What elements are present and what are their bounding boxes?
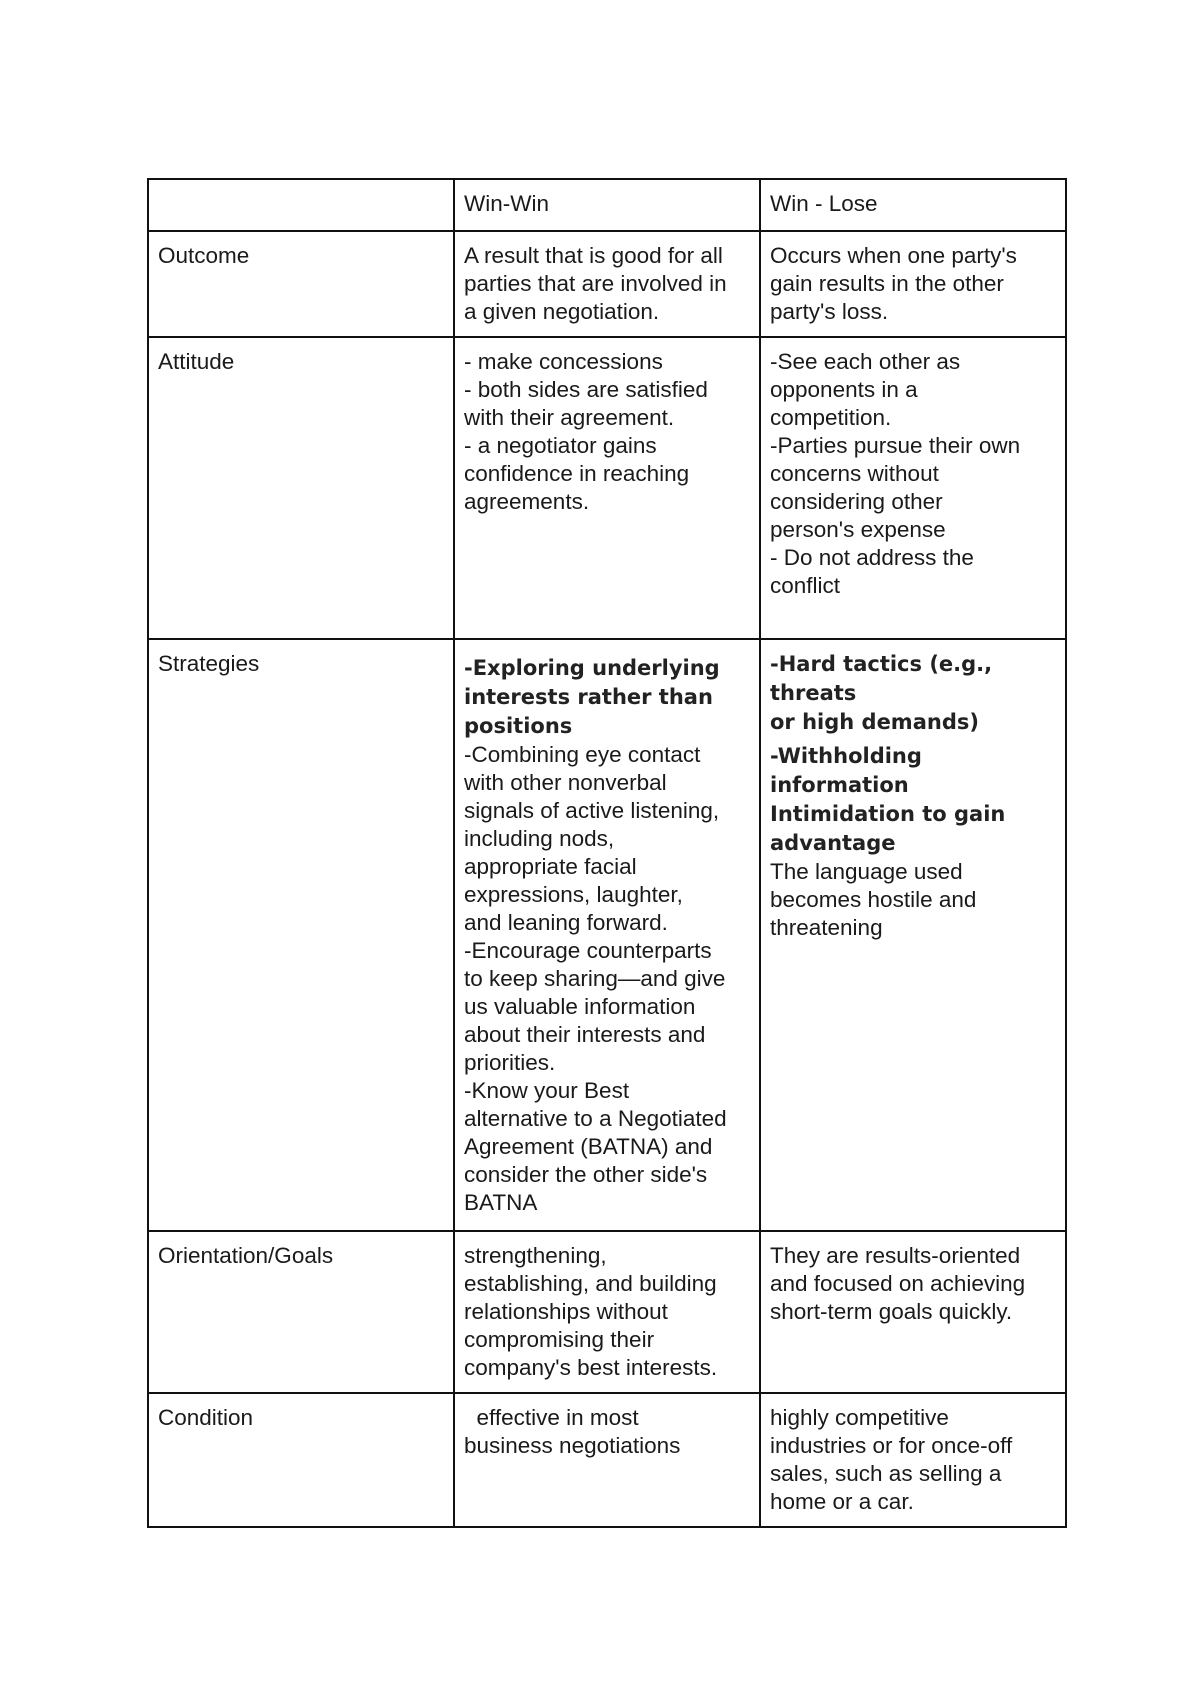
header-winlose: Win - Lose (760, 179, 1066, 231)
text-line: The language used (770, 859, 963, 884)
orientation-label: Orientation/Goals (148, 1231, 454, 1393)
text-line: Agreement (BATNA) and (464, 1134, 713, 1159)
text-line: - Do not address the (770, 545, 974, 570)
text-line: highly competitive (770, 1405, 949, 1430)
text-line: company's best interests. (464, 1355, 718, 1380)
text-line: agreements. (464, 489, 590, 514)
text-line: considering other (770, 489, 943, 514)
outcome-row (148, 231, 1066, 337)
condition-winwin-cell (454, 1393, 760, 1527)
text-line: relationships without (464, 1299, 668, 1324)
text-line: home or a car. (770, 1489, 914, 1514)
text-line: including nods, (464, 826, 615, 851)
header-winwin: Win-Win (454, 179, 760, 231)
text-line: to keep sharing—and give (464, 966, 726, 991)
condition-row (148, 1393, 1066, 1527)
text-line: confidence in reaching (464, 461, 690, 486)
text-line: They are results-oriented (770, 1243, 1021, 1268)
text-line: consider the other side's (464, 1162, 708, 1187)
text-line: with other nonverbal (464, 770, 667, 795)
text-line: strengthening, (464, 1243, 607, 1268)
attitude-winlose-cell (760, 337, 1066, 639)
text-line: alternative to a Negotiated (464, 1106, 727, 1131)
text-line: parties that are involved in (464, 271, 727, 296)
text-line: industries or for once-off (770, 1433, 1013, 1458)
text-line: priorities. (464, 1050, 556, 1075)
text-line: establishing, and building (464, 1271, 717, 1296)
text-line: gain results in the other (770, 271, 1004, 296)
text-line: appropriate facial (464, 854, 637, 879)
bold-text-line: -Hard tactics (e.g., threats (770, 652, 993, 705)
strategies-row (148, 639, 1066, 1231)
text-line: short-term goals quickly. (770, 1299, 1013, 1324)
text-line: and focused on achieving (770, 1271, 1026, 1296)
bold-text-line: -Exploring underlying (464, 656, 720, 680)
condition-winlose-cell (760, 1393, 1066, 1527)
strategies-winlose-cell (760, 639, 1066, 1231)
text-line: sales, such as selling a (770, 1461, 1002, 1486)
text-line: -Encourage counterparts (464, 938, 712, 963)
text-line: person's expense (770, 517, 946, 542)
condition-label: Condition (148, 1393, 454, 1527)
comparison-table (147, 178, 1067, 1528)
attitude-row (148, 337, 1066, 639)
bold-text-line: interests rather than (464, 685, 713, 709)
text-line: -Combining eye contact (464, 742, 701, 767)
header-empty-cell (148, 179, 454, 231)
text-line: -Know your Best (464, 1078, 630, 1103)
text-line: BATNA (464, 1190, 538, 1215)
outcome-label: Outcome (148, 231, 454, 337)
text-line: opponents in a (770, 377, 918, 402)
text-line: - make concessions (464, 349, 663, 374)
text-line: -See each other as (770, 349, 961, 374)
orientation-row (148, 1231, 1066, 1393)
text-line: competition. (770, 405, 892, 430)
bold-text-line: Intimidation to gain (770, 802, 1006, 826)
text-line: conflict (770, 573, 841, 598)
text-line: Occurs when one party's (770, 243, 1017, 268)
text-line: party's loss. (770, 299, 889, 324)
text-line: effective in most (464, 1405, 639, 1430)
text-line: signals of active listening, (464, 798, 720, 823)
text-line: becomes hostile and (770, 887, 977, 912)
text-line: - both sides are satisfied (464, 377, 708, 402)
bold-text-line: or high demands) (770, 710, 979, 734)
text-line: a given negotiation. (464, 299, 660, 324)
text-line: A result that is good for all (464, 243, 723, 268)
strategies-winwin-cell (454, 639, 760, 1231)
bold-text-line: positions (464, 714, 573, 738)
orientation-winwin-cell (454, 1231, 760, 1393)
orientation-winlose-cell (760, 1231, 1066, 1393)
attitude-winwin-cell (454, 337, 760, 639)
bold-text-line: -Withholding information (770, 744, 922, 797)
text-line: concerns without (770, 461, 939, 486)
text-line: compromising their (464, 1327, 655, 1352)
text-line: us valuable information (464, 994, 696, 1019)
header-row (148, 179, 1066, 231)
outcome-winwin-cell (454, 231, 760, 337)
text-line: -Parties pursue their own (770, 433, 1021, 458)
text-line: threatening (770, 915, 883, 940)
text-line: expressions, laughter, (464, 882, 683, 907)
text-line: business negotiations (464, 1433, 681, 1458)
text-line: - a negotiator gains (464, 433, 657, 458)
text-line: about their interests and (464, 1022, 706, 1047)
strategies-label: Strategies (148, 639, 454, 1231)
text-line: with their agreement. (464, 405, 675, 430)
text-line: and leaning forward. (464, 910, 668, 935)
outcome-winlose-cell (760, 231, 1066, 337)
attitude-label: Attitude (148, 337, 454, 639)
bold-text-line: advantage (770, 831, 896, 855)
